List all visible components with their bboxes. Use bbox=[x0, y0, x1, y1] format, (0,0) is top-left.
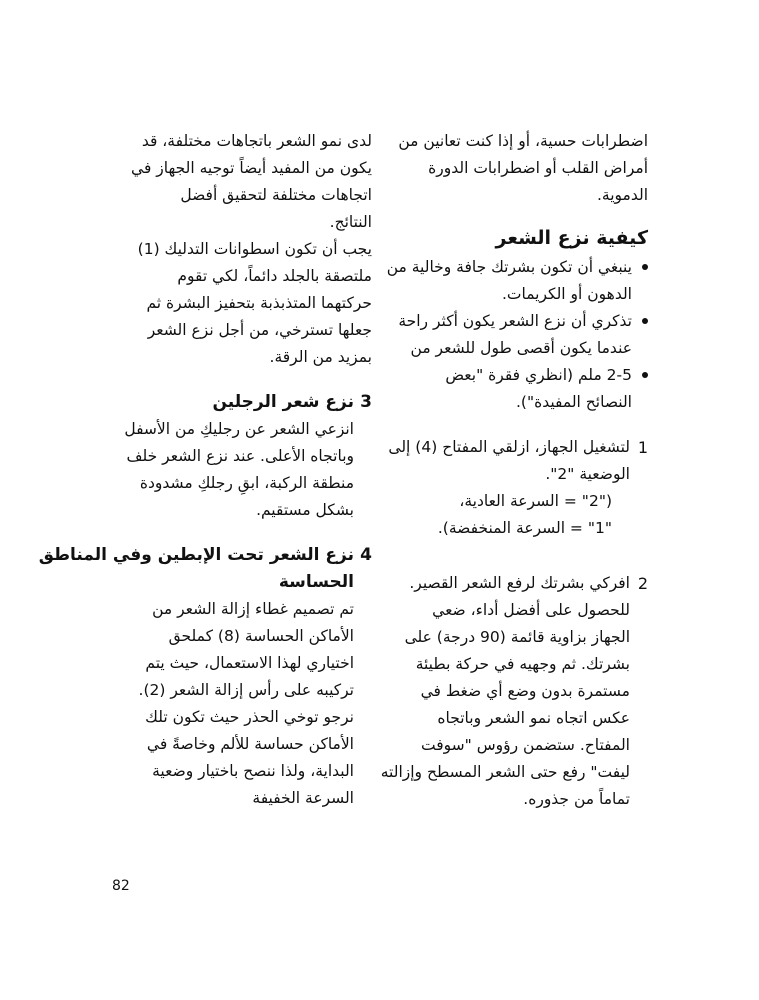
text-line: اتجاهات مختلفة لتحقيق أفضل bbox=[180, 186, 372, 204]
step-number: 3 bbox=[360, 392, 372, 412]
step-title: نزع الشعر تحت الإبطين وفي المناطق bbox=[38, 545, 354, 565]
step-3 bbox=[110, 389, 372, 524]
step-line: السرعة الخفيفة bbox=[252, 789, 354, 807]
spacer bbox=[110, 371, 372, 389]
text-line: لدى نمو الشعر باتجاهات مختلفة، قد bbox=[141, 132, 372, 150]
bullet-line: 2-5 ملم (انظري فقرة "بعض bbox=[445, 366, 632, 384]
step-line: تم تصميم غطاء إزالة الشعر من bbox=[152, 600, 354, 618]
step-line: اختياري لهذا الاستعمال، حيث يتم bbox=[145, 654, 354, 672]
text-line: يكون من المفيد أيضاً توجيه الجهاز في bbox=[131, 159, 372, 177]
spacer bbox=[386, 416, 648, 434]
step-line: منطقة الركبة، ابقِ رجلكِ مشدودة bbox=[139, 474, 354, 492]
step-subline: ("2" = السرعة العادية، bbox=[459, 492, 612, 510]
step-2 bbox=[380, 570, 648, 813]
bullet-line: الدهون أو الكريمات. bbox=[501, 285, 632, 303]
step-line: لتشغيل الجهاز، ازلقي المفتاح (4) إلى bbox=[388, 438, 630, 456]
step-number: 2 bbox=[637, 574, 648, 593]
bullet-line: النصائح المفيدة"). bbox=[516, 393, 632, 411]
step-line: نرجو توخي الحذر حيث تكون تلك bbox=[145, 708, 354, 726]
step-line: عكس اتجاه نمو الشعر وباتجاه bbox=[437, 709, 630, 727]
step-number: 1 bbox=[637, 438, 648, 457]
step-line: الأماكن حساسة للألم وخاصةً في bbox=[146, 735, 354, 753]
left-column bbox=[38, 128, 372, 812]
right-column bbox=[380, 128, 648, 813]
bullet-item bbox=[386, 254, 648, 308]
bullet-line: عندما يكون أقصى طول للشعر من bbox=[410, 339, 632, 357]
intro-line: الدموية. bbox=[596, 186, 648, 204]
spacer bbox=[386, 560, 648, 570]
step-title: الحساسة bbox=[278, 572, 354, 592]
step-line: بشكل مستقيم. bbox=[256, 501, 354, 519]
intro-line: اضطرابات حسية، أو إذا كنت تعانين من bbox=[398, 132, 648, 150]
step-line: الأماكن الحساسة (8) كملحق bbox=[168, 627, 354, 645]
step-number: 4 bbox=[360, 545, 372, 565]
bullet-item bbox=[386, 362, 648, 416]
step-line: البداية، ولذا ننصح باختيار وضعية bbox=[152, 762, 354, 780]
bullet-dot-icon bbox=[642, 318, 648, 324]
step-line: وباتجاه الأعلى. عند نزع الشعر خلف bbox=[126, 447, 354, 465]
step-title: نزع شعر الرجلين bbox=[212, 392, 354, 412]
step-line: انزعي الشعر عن رجليكِ من الأسفل bbox=[124, 420, 354, 438]
bullet-line: تذكري أن نزع الشعر يكون أكثر راحة bbox=[398, 312, 632, 330]
section-title: كيفية نزع الشعر bbox=[495, 227, 648, 249]
step-4 bbox=[38, 542, 372, 812]
spacer bbox=[110, 524, 372, 542]
step-line: ليفت" رفع حتى الشعر المسطح وإزالته bbox=[380, 763, 630, 781]
intro-paragraph bbox=[386, 128, 648, 209]
page-number: 82 bbox=[112, 878, 130, 894]
step-subline: "1" = السرعة المنخفضة). bbox=[437, 519, 612, 537]
bullet-dot-icon bbox=[642, 264, 648, 270]
spacer bbox=[386, 542, 648, 560]
step-line: الوضعية "2". bbox=[545, 465, 630, 483]
bullet-dot-icon bbox=[642, 372, 648, 378]
step-1 bbox=[386, 434, 648, 542]
step-line: مستمرة بدون وضع أي ضغط في bbox=[420, 682, 630, 700]
step-line: افركي بشرتك لرفع الشعر القصير. bbox=[409, 574, 630, 592]
bullet-item bbox=[386, 308, 648, 362]
step-line: المفتاح. ستضمن رؤوس "سوفت bbox=[421, 736, 630, 754]
step-line: تماماً من جذوره. bbox=[523, 790, 630, 808]
text-line: النتائج. bbox=[329, 213, 372, 231]
step-line: تركيبه على رأس إزالة الشعر (2). bbox=[138, 681, 354, 699]
intro-line: أمراض القلب أو اضطرابات الدورة bbox=[428, 159, 648, 177]
text-line: جعلها تسترخي، من أجل نزع الشعر bbox=[147, 321, 372, 339]
bullet-line: ينبغي أن تكون بشرتك جافة وخالية من bbox=[386, 258, 632, 276]
text-line: حركتهما المتذبذبة بتحفيز البشرة ثم bbox=[146, 294, 372, 312]
continued-paragraph bbox=[110, 128, 372, 371]
step-line: بشرتك. ثم وجهيه في حركة بطيئة bbox=[415, 655, 630, 673]
step-line: للحصول على أفضل أداء، ضعي bbox=[432, 601, 630, 619]
text-line: ملتصقة بالجلد دائماً، لكي تقوم bbox=[177, 267, 372, 285]
step-line: الجهاز بزاوية قائمة (90 درجة) على bbox=[404, 628, 630, 646]
text-line: بمزيد من الرقة. bbox=[269, 348, 372, 366]
text-line: يجب أن تكون اسطوانات التدليك (1) bbox=[137, 240, 372, 258]
